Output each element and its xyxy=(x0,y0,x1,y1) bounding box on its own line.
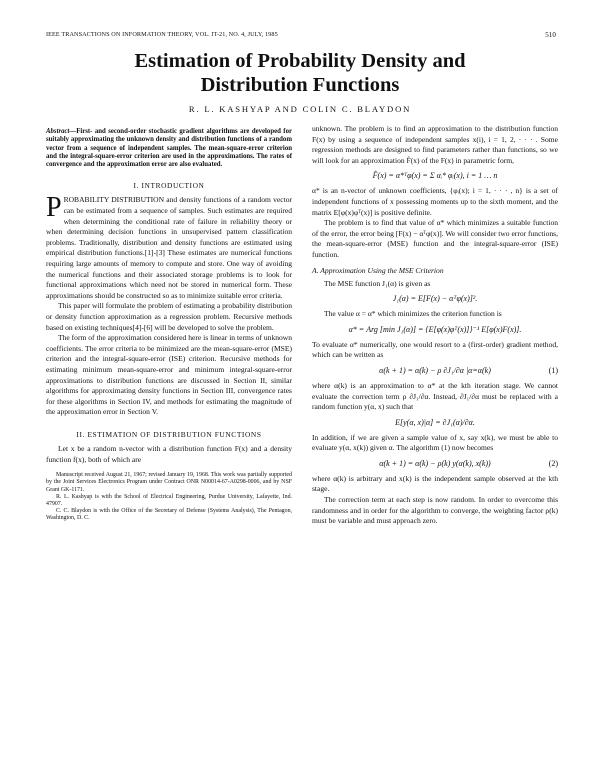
author-line: R. L. KASHYAP AND COLIN C. BLAYDON xyxy=(188,104,412,114)
intro-paragraph-2: This paper will formulate the problem of estimating a probability distribution or density function approximation as a regression problem. Recursive methods based on existing techniques[4]-[6] will be developed to solve the problem. xyxy=(46,301,292,332)
equation-2-number: (2) xyxy=(548,458,558,468)
abstract-label: Abstract— xyxy=(46,128,77,135)
equation-expectation xyxy=(312,417,558,429)
page-number: 510 xyxy=(545,31,556,39)
equation-mse-text: J₁(α) = E[F(x) − αᵀφ(x)]². xyxy=(392,294,478,304)
right-paragraph-8: In addition, if we are given a sample value of x, say x(k), we must be able to evaluate y(α, x(k)) given α. The algorithm (1) now becomes xyxy=(312,432,558,453)
right-paragraph-10: The correction term at each step is now random. In order to overcome this randomness and in order for the algorithm to converge, the weighting factor ρ(k) must be variable and must approach zero. xyxy=(312,495,558,526)
right-paragraph-5: The value α = α* which minimizes the criterion function is xyxy=(324,309,502,319)
right-column xyxy=(312,124,558,527)
intro-paragraph-1-text: ROBABILITY DISTRIBUTION and density functions of a random vector can be estimated from a sequence of samples. Such estimates are required when determining the conditional rate of failure in reliability theory or when determining decision functions in unsupervised pattern classification problems. Traditionally, distribution and density functions are estimated using empirical distribution functions.[1]-[3] These estimates are numerical functions requiring large amounts of memory to compute and store. One way of avoiding the numerical functions and their associated storage problems is to look for functional approximations which need not be stored in numerical form. These approximations should be constructed so as to minimize suitable error criteria. xyxy=(46,195,292,300)
equation-argmin-text: α* = Arg [min J₁(α)] = {E[φ(x)φᵀ(x)]}⁻¹ E[φ(x)F(x)]. xyxy=(348,324,522,334)
running-header xyxy=(46,31,556,41)
intro-paragraph-1 xyxy=(46,192,292,301)
left-column xyxy=(46,124,292,523)
footnote-manuscript: Manuscript received August 21, 1967; revised January 19, 1968. This work was partially supported by the Joint Services Electronics Program under Contract ONR N00014-67-A0298-0006, and by NSF Grant GK-1171. xyxy=(46,472,292,493)
paper-title xyxy=(60,49,540,97)
equation-2-text: α(k + 1) = α(k) − ρ(k) y(α(k), x(k)) xyxy=(379,458,491,468)
drop-cap: P xyxy=(46,192,62,224)
right-paragraph-3: The problem is to find that value of α* which minimizes a suitable function of the error, the error being [F(x) − αᵀφ(x)]. We will consider two error functions, the mean-square-error (MSE) function and the integral-square-error (ISE) function. xyxy=(312,218,558,259)
footnote-author-2: C. C. Blaydon is with the Office of the Secretary of Defense (Systems Analysis), The Pentagon, Washington, D. C. xyxy=(46,508,292,522)
section2-paragraph-1: Let x be a random n-vector with a distribution function F(x) and a density function f(x), both of which are xyxy=(46,443,292,464)
equation-approximation xyxy=(312,170,558,182)
equation-2 xyxy=(312,458,558,470)
equation-1-text: α(k + 1) = α(k) − ρ ∂J₁/∂α |α=α(k) xyxy=(379,365,491,375)
equation-expectation-text: E[y(α, x)|α] = ∂J₁(α)/∂α. xyxy=(395,417,475,427)
title-line-2: Distribution Functions xyxy=(200,74,400,96)
footnotes xyxy=(46,472,292,522)
right-paragraph-2: α* is an n-vector of unknown coefficients, {φᵢ(x); i = 1, · · · , n} is a set of independent functions of x possessing moments up to the sixth moment, and the matrix E[φ(x)φᵀ(x)] is positive definite. xyxy=(312,186,558,217)
equation-argmin xyxy=(312,324,558,336)
abstract xyxy=(46,128,292,169)
right-paragraph-1: unknown. The problem is to find an approximation to the distribution function F(x) by using a sequence of independent samples x(i), i = 1, 2, · · · . Some regression methods are designed to find parameters rather than functions, so we will look for an approximation F̂(x) of the F(x) in parametric form, xyxy=(312,124,558,165)
equation-1-number: (1) xyxy=(548,365,558,375)
abstract-text: First- and second-order stochastic gradient algorithms are developed for suitably approximating the unknown density and distribution functions of a random vector from a sequence of independent samples. The mean-square-error criterion and the integral-square-error criterion are used in the approximations. The rates of convergence and the approximation error are also evaluated. xyxy=(46,128,292,169)
subsection-heading-mse: A. Approximation Using the MSE Criterion xyxy=(312,265,444,275)
journal-citation: IEEE TRANSACTIONS ON INFORMATION THEORY, VOL. IT-21, NO. 4, JULY, 1985 xyxy=(46,31,278,38)
title-line-1: Estimation of Probability Density and xyxy=(134,50,466,72)
equation-mse xyxy=(312,293,558,305)
section-heading-distribution: II. ESTIMATION OF DISTRIBUTION FUNCTIONS xyxy=(76,429,262,439)
right-paragraph-4: The MSE function J₁(α) is given as xyxy=(324,278,431,288)
equation-approximation-text: F̂(x) = α*ᵀφ(x) = Σ αᵢ* φᵢ(x), i = 1 … n xyxy=(372,171,498,181)
equation-1 xyxy=(312,365,558,377)
intro-paragraph-3: The form of the approximation considered here is linear in terms of unknown coefficients. The error criteria to be minimized are the mean-square-error (MSE) criterion and the integral-square-error (ISE) criterion. Recursive methods for estimating minimum mean-square-error and minimum integral-square-error approximations to distribution functions are discussed in Section II, similar algorithms for approximating density functions in Section III, convergence rates for these algorithms in Section IV, and methods for estimating the magnitude of the approximation error in Section V. xyxy=(46,333,292,417)
right-paragraph-6: To evaluate α* numerically, one would resort to a (first-order) gradient method, which can be written as xyxy=(312,339,558,360)
section-heading-introduction: I. INTRODUCTION xyxy=(133,181,205,191)
right-paragraph-9: where α(k) is arbitrary and x(k) is the independent sample observed at the kth stage. xyxy=(312,473,558,494)
footnote-author-1: R. L. Kashyap is with the School of Electrical Engineering, Purdue University, Lafayette, Ind. 47907. xyxy=(46,493,292,507)
right-paragraph-7: where α(k) is an approximation to α* at the kth iteration stage. We cannot evaluate the correction term ρ ∂J₁/∂α. Instead, ∂J₁/∂α must be replaced with a random function y(α, x) such that xyxy=(312,380,558,412)
